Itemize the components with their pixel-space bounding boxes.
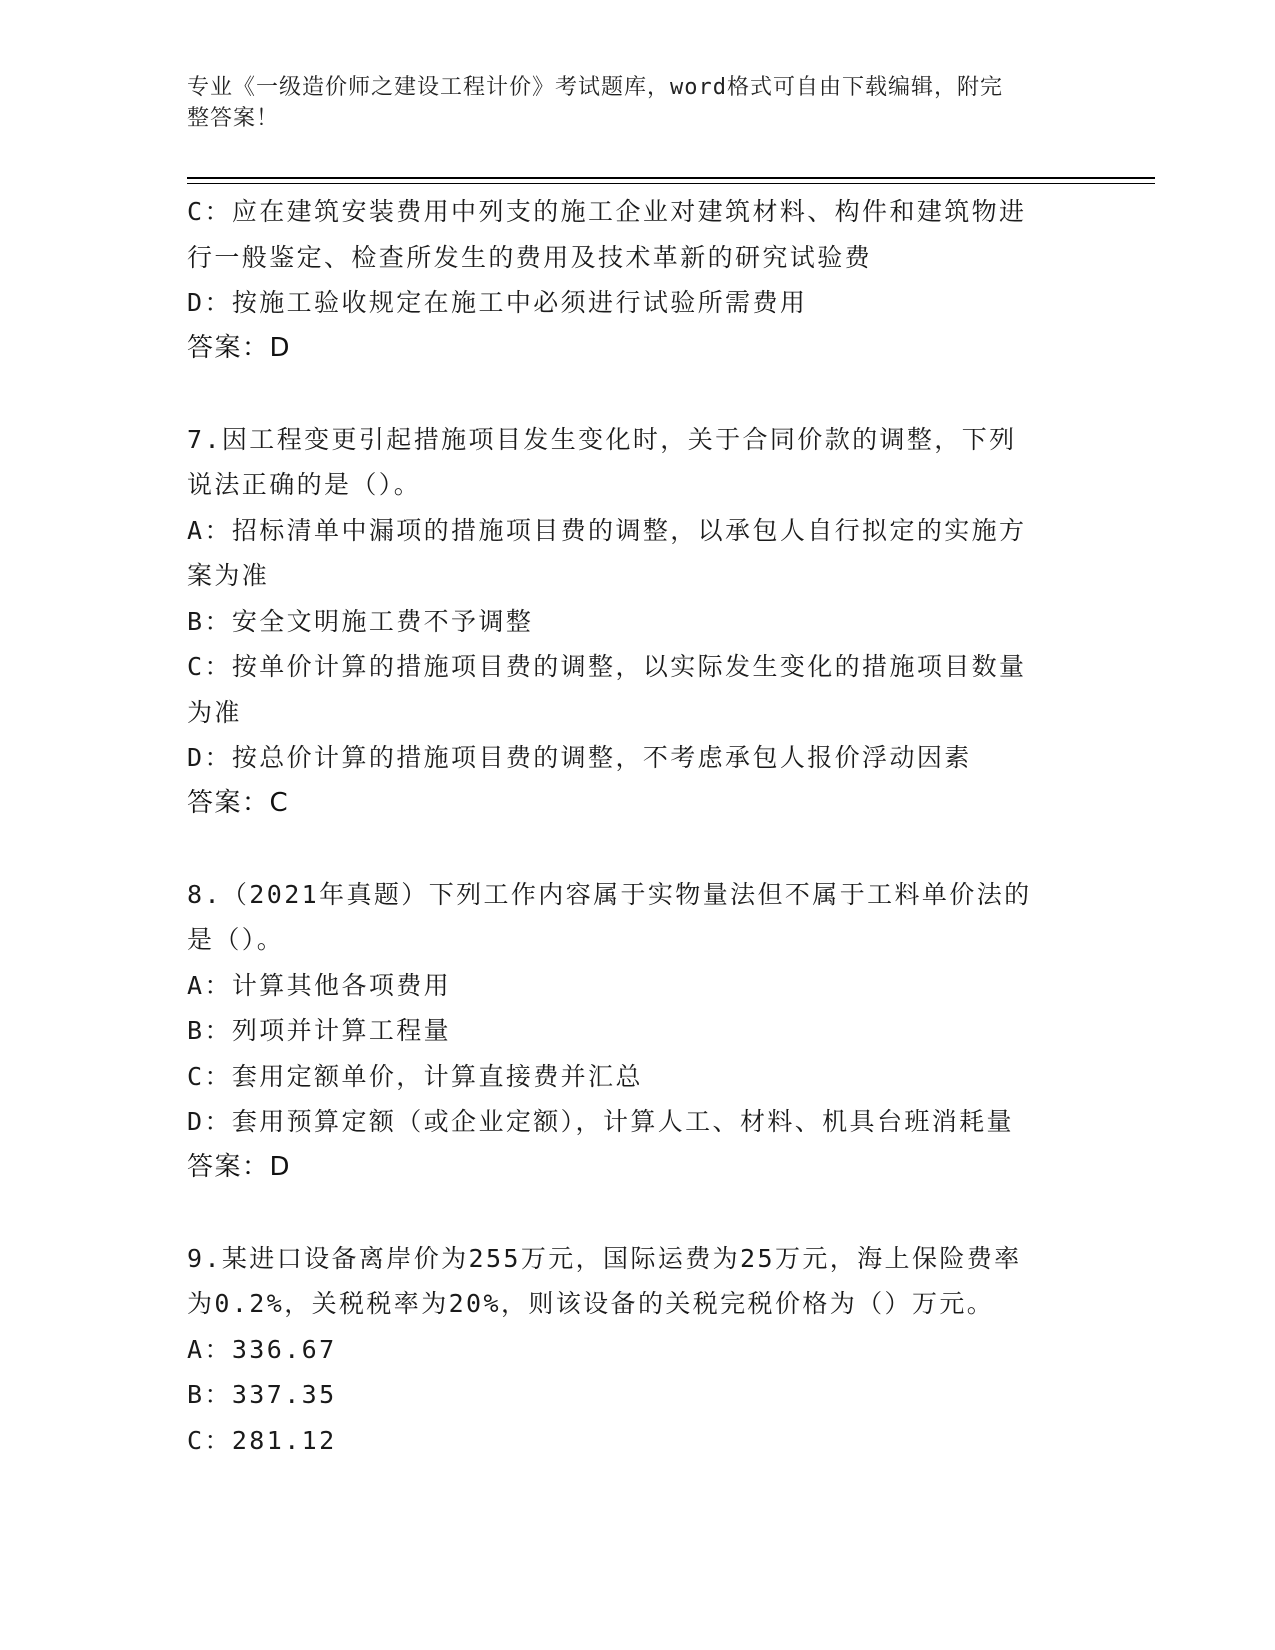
header-divider-thick [187,177,1155,179]
question-stem-line-1: 7.因工程变更引起措施项目发生变化时，关于合同价款的调整，下列 [187,424,1017,454]
question-stem-line-1: 9.某进口设备离岸价为255万元，国际运费为25万元，海上保险费率 [187,1243,1022,1273]
option-a: A：336.67 [187,1334,337,1364]
option-a: A：计算其他各项费用 [187,970,452,1000]
document-body [187,189,1087,1463]
option-b: B：列项并计算工程量 [187,1016,452,1045]
question-stem-line-1: 8.（2021年真题）下列工作内容属于实物量法但不属于工料单价法的 [187,879,1032,909]
answer: 答案：D [187,1151,292,1182]
option-d: D：套用预算定额（或企业定额），计算人工、材料、机具台班消耗量 [187,1107,1014,1136]
option-c-line-1: C：按单价计算的措施项目费的调整，以实际发生变化的措施项目数量 [187,652,1027,681]
answer: 答案：D [187,332,292,363]
header-line-1: 专业《一级造价师之建设工程计价》考试题库，word格式可自由下载编辑，附完 [187,75,1003,100]
question-9 [187,1236,1087,1464]
header-divider-thin [187,183,1155,184]
question-stem-line-2: 是（）。 [187,925,285,954]
option-b: B：安全文明施工费不予调整 [187,606,534,636]
question-stem-line-2: 说法正确的是（）。 [187,470,422,499]
answer: 答案：C [187,787,290,818]
option-d: D：按施工验收规定在施工中必须进行试验所需费用 [187,288,808,317]
option-c-line-2: 行一般鉴定、检查所发生的费用及技术革新的研究试验费 [187,242,873,272]
spacer [187,1190,1087,1236]
question-stem-line-2: 为0.2%，关税税率为20%，则该设备的关税完税价格为（）万元。 [187,1289,995,1318]
spacer [187,826,1087,872]
question-8 [187,872,1087,1191]
option-c: C：281.12 [187,1425,337,1455]
option-c: C：套用定额单价，计算直接费并汇总 [187,1061,643,1091]
question-6-continued [187,189,1087,371]
document-header [187,72,1087,134]
option-a-line-1: A：招标清单中漏项的措施项目费的调整，以承包人自行拟定的实施方 [187,515,1027,545]
spacer [187,371,1087,417]
option-c-line-1: C：应在建筑安装费用中列支的施工企业对建筑材料、构件和建筑物进 [187,197,1027,226]
header-line-2: 整答案！ [187,106,280,131]
option-c-line-2: 为准 [187,697,242,727]
question-7 [187,417,1087,827]
option-a-line-2: 案为准 [187,561,270,590]
option-b: B：337.35 [187,1380,337,1409]
option-d: D：按总价计算的措施项目费的调整，不考虑承包人报价浮动因素 [187,743,972,772]
